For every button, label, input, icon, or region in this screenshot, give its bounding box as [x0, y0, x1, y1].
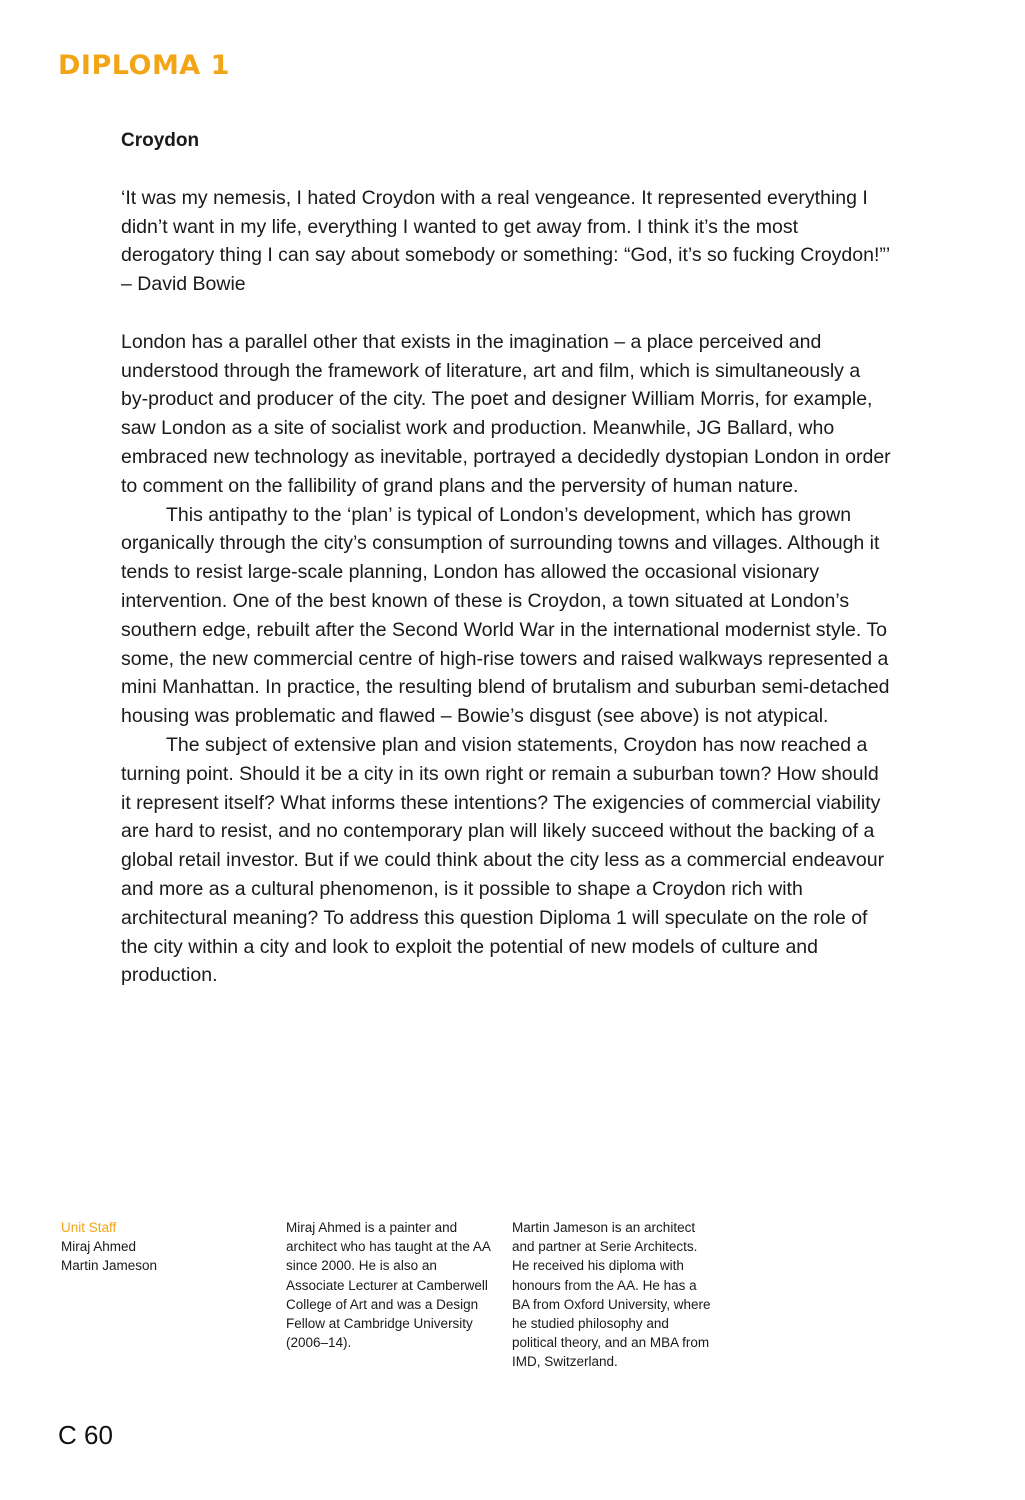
article-paragraph: The subject of extensive plan and vision statements, Croydon has now reached a turning point. Should it be a city in its own right or remain a suburban town? How should it represent itself? What informs these intentions? The exigencies of commercial viability are hard to resist, and no contemporary plan will likely succeed without the backing of a global retail investor. But if we could think about the city less as a commercial endeavour and more as a cultural phenomenon, is it possible to shape a Croydon rich with architectural meaning? To address this question Diploma 1 will speculate on the role of the city within a city and look to exploit the potential of new models of culture and production. [121, 733, 885, 987]
staff-name: Martin Jameson [61, 1258, 158, 1274]
unit-staff-label: Unit Staff [61, 1220, 117, 1235]
bowie-quote: ‘It was my nemesis, I hated Croydon with a real vengeance. It represented everything I didn’t want in my life, everything I wanted to get away from. I think it’s the most derogatory thing I can say about somebody or something: “God, it’s so fucking Croydon!”’ – David Bowie [121, 186, 890, 296]
staff-bio-miraj-ahmed [286, 1218, 491, 1352]
staff-bio: Miraj Ahmed is a painter and architect who has taught at the AA since 2000. He is also an Associate Lecturer at Camberwell College of Art and was a Design Fellow at Cambridge University (2006–14). [286, 1220, 491, 1351]
article-body [121, 127, 891, 990]
page-number: C 60 [58, 1420, 113, 1450]
article-heading: Croydon [121, 130, 200, 151]
article-paragraph: London has a parallel other that exists in the imagination – a place perceived and understood through the framework of literature, art and film, which is simultaneously a by-product and producer of the city. The poet and designer William Morris, for example, saw London as a site of socialist work and production. Meanwhile, JG Ballard, who embraced new technology as inevitable, portrayed a decidedly dystopian London in order to comment on the fallibility of grand plans and the perversity of human nature. [121, 330, 891, 497]
staff-name: Miraj Ahmed [61, 1239, 137, 1255]
unit-title: DIPLOMA 1 [58, 50, 230, 81]
article-paragraph: This antipathy to the ‘plan’ is typical of London’s development, which has grown organically through the city’s consumption of surrounding towns and villages. Although it tends to resist large-scale planning, London has allowed the occasional visionary intervention. One of the best known of these is Croydon, a town situated at London’s southern edge, rebuilt after the Second World War in the international modernist style. To some, the new commercial centre of high-rise towers and raised walkways represented a mini Manhattan. In practice, the resulting blend of brutalism and suburban semi-detached housing was problematic and flawed – Bowie’s disgust (see above) is not atypical. [121, 503, 890, 728]
staff-bio-martin-jameson [512, 1218, 717, 1372]
staff-bio: Martin Jameson is an architect and partner at Serie Architects. He received his diploma with honours from the AA. He has a BA from Oxford University, where he studied philosophy and political theory, and an MBA from IMD, Switzerland. [512, 1220, 711, 1370]
unit-staff-list [61, 1218, 261, 1276]
